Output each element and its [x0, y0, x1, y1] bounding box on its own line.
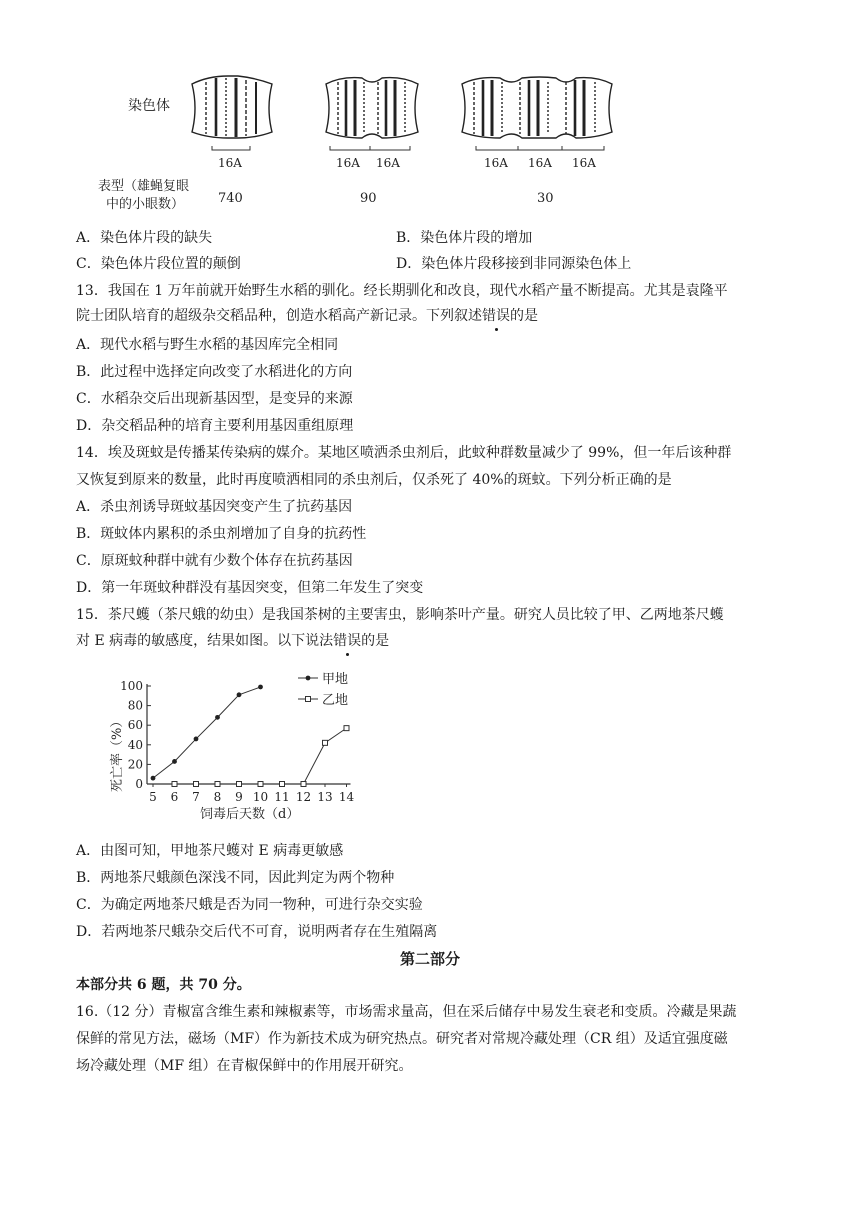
q12-options-row1 — [76, 228, 792, 248]
q12-option-c: C．染色体片段位置的颠倒 — [76, 256, 241, 272]
segment-label: 16A — [218, 156, 242, 170]
segment-label: 16A — [572, 156, 596, 170]
legend-label: 乙地 — [322, 693, 349, 708]
chromosome-label: 染色体 — [128, 98, 170, 114]
series-yi — [172, 726, 349, 787]
q14-option-d: D．第一年斑蚊种群没有基因突变，但第二年发生了突变 — [76, 580, 424, 596]
y-tick-label: 100 — [120, 679, 143, 693]
y-tick-label: 80 — [127, 698, 143, 713]
series-line — [175, 728, 347, 784]
q12-option-d: D．染色体片段移接到非同源染色体上 — [396, 256, 632, 272]
q15-option-c: C．为确定两地茶尺蛾是否为同一物种，可进行杂交实验 — [76, 897, 423, 913]
x-tick-label: 14 — [338, 790, 355, 804]
q12-option-b: B．染色体片段的增加 — [396, 230, 533, 246]
data-point — [215, 782, 220, 787]
x-tick-label: 10 — [252, 790, 269, 804]
y-tick-label: 0 — [135, 777, 143, 791]
q15-option-d: D．若两地茶尺蛾杂交后代不可育，说明两者存在生殖隔离 — [76, 924, 438, 940]
phenotype-value: 740 — [218, 191, 243, 206]
q13-emph-text: 错误 — [482, 308, 510, 324]
data-point — [237, 782, 242, 787]
part2-intro: 本部分共 6 题，共 70 分。 — [76, 977, 251, 993]
segment-label: 16A — [484, 156, 508, 170]
data-point — [151, 776, 156, 781]
q13-option-a: A．现代水稻与野生水稻的基因库完全相同 — [76, 337, 339, 353]
y-tick-label: 20 — [127, 757, 143, 772]
data-point — [301, 782, 306, 787]
x-tick-label: 11 — [274, 790, 290, 804]
emphasis-dots — [482, 308, 510, 324]
data-point — [344, 726, 349, 731]
x-tick-label: 9 — [235, 790, 243, 804]
legend-marker — [306, 697, 311, 702]
chromosome-figure — [0, 0, 860, 215]
segment-label: 16A — [336, 156, 360, 170]
data-point — [172, 759, 177, 764]
y-tick-label: 40 — [127, 737, 143, 752]
chromosome-2 — [326, 78, 418, 138]
chart-series — [151, 685, 349, 787]
data-point — [194, 782, 199, 787]
q16-stem-line3: 场冷藏处理（MF 组）在青椒保鲜中的作用展开研究。 — [76, 1058, 413, 1074]
x-tick-label: 6 — [170, 790, 179, 804]
segment-label: 16A — [376, 156, 400, 170]
chart-legend — [298, 671, 348, 708]
phenotype-value: 30 — [537, 191, 554, 206]
x-tick-label: 8 — [213, 790, 222, 804]
y-axis-label: 死亡率（%） — [110, 714, 125, 792]
q15-stem-line1: 15．茶尺蠖（茶尺蛾的幼虫）是我国茶树的主要害虫，影响茶叶产量。研究人员比较了甲、乙两地茶尺蠖 — [76, 607, 724, 623]
mortality-line-chart — [0, 660, 860, 830]
q14-option-a: A．杀虫剂诱导斑蚊基因突变产生了抗药基因 — [76, 499, 353, 515]
series-jia — [151, 685, 263, 781]
phenotype-label: 表型（雄蝇复眼 — [98, 179, 190, 194]
q13-stem-line2: 院士团队培育的超级杂交稻品种，创造水稻高产新记录。下列叙述错误的是 — [76, 308, 538, 324]
q14-option-b: B．斑蚊体内累积的杀虫剂增加了自身的抗药性 — [76, 526, 367, 542]
q13-option-c: C．水稻杂交后出现新基因型，是变异的来源 — [76, 391, 353, 407]
q13-stem-line1: 13．我国在 1 万年前就开始野生水稻的驯化。经长期驯化和改良，现代水稻产量不断提高。尤其是袁隆平 — [76, 283, 728, 299]
segment-brackets — [212, 146, 604, 150]
x-tick-label: 5 — [149, 790, 157, 804]
chromosome-3 — [462, 77, 612, 138]
q16-stem-line1: 16.（12 分）青椒富含维生素和辣椒素等，市场需求量高，但在采后储存中易发生衰老和变质。冷藏是果蔬 — [76, 1004, 737, 1020]
q14-stem-line1: 14．埃及斑蚊是传播某传染病的媒介。某地区喷洒杀虫剂后，此蚊种群数量减少了 99%，但一年后该种群 — [76, 445, 732, 461]
data-point — [172, 782, 177, 787]
q13-option-b: B．此过程中选择定向改变了水稻进化的方向 — [76, 364, 353, 380]
q13-option-d: D．杂交稻品种的培育主要利用基因重组原理 — [76, 418, 354, 434]
q14-stem-line2: 又恢复到原来的数量，此时再度喷洒相同的杀虫剂后，仅杀死了 40%的斑蚊。下列分析正确的是 — [76, 472, 672, 488]
data-point — [215, 715, 220, 720]
x-tick-label: 13 — [317, 790, 333, 804]
data-point — [280, 782, 285, 787]
x-tick-label: 7 — [192, 790, 200, 804]
data-point — [194, 737, 199, 742]
data-point — [323, 740, 328, 745]
q12-options-row2 — [76, 254, 792, 274]
q15-option-b: B．两地茶尺蛾颜色深浅不同，因此判定为两个物种 — [76, 870, 395, 886]
emphasis-dots — [333, 633, 361, 649]
data-point — [237, 692, 242, 697]
phenotype-value: 90 — [360, 191, 377, 206]
q15-emph-text: 错误 — [333, 633, 362, 649]
q15-option-a: A．由图可知，甲地茶尺蠖对 E 病毒更敏感 — [76, 843, 344, 859]
segment-label: 16A — [528, 156, 552, 170]
part2-title: 第二部分 — [399, 950, 460, 968]
x-axis-label: 饲毒后天数（d） — [200, 807, 300, 822]
q14-option-c: C．原斑蚊种群中就有少数个体存在抗药基因 — [76, 553, 353, 569]
phenotype-label: 中的小眼数） — [106, 197, 185, 212]
legend-label: 甲地 — [322, 672, 349, 687]
chromosome-1 — [192, 76, 272, 138]
series-line — [153, 687, 261, 778]
data-point — [258, 782, 263, 787]
data-point — [258, 685, 263, 690]
q16-stem-line2: 保鲜的常见方法，磁场（MF）作为新技术成为研究热点。研究者对常规冷藏处理（CR 组）及适宜强度磁 — [76, 1031, 728, 1047]
q12-option-a: A．染色体片段的缺失 — [76, 230, 213, 246]
q15-stem-line2: 对 E 病毒的敏感度，结果如图。以下说法错误的是 — [76, 633, 390, 649]
y-tick-label: 60 — [127, 718, 143, 733]
x-tick-label: 12 — [295, 790, 312, 804]
legend-marker — [306, 676, 311, 681]
